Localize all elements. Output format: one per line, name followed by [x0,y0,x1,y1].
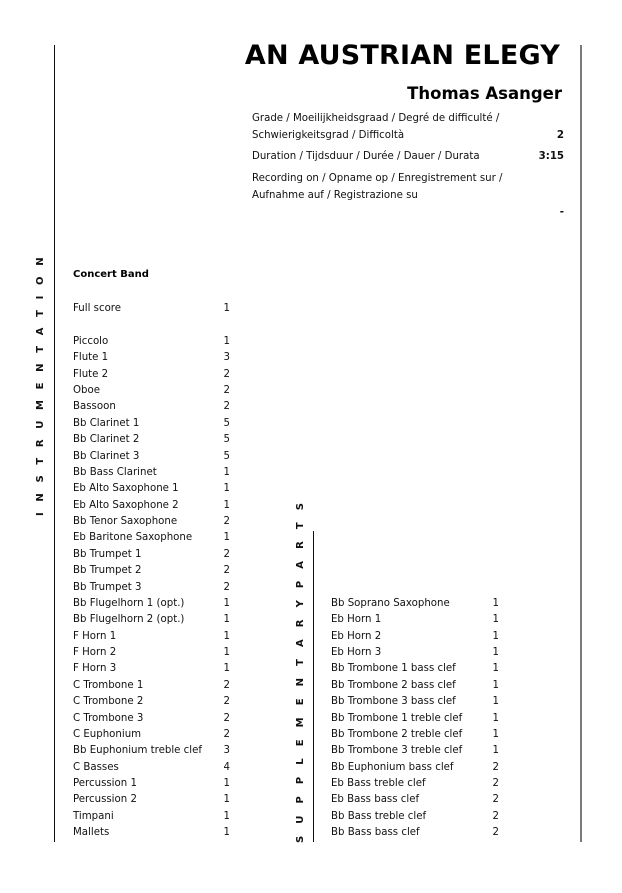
right-divider-line [580,45,582,842]
part-row [73,531,230,545]
part-qty: 2 [223,548,230,560]
left-divider-line [54,45,55,842]
part-row [73,564,230,578]
supplementary-part-row [331,662,499,676]
grade-label-line1: Grade / Moeilijkheidsgraad / Degré de difficulté / [252,113,500,124]
part-name: F Horn 3 [73,663,117,675]
part-name: Bb Trombone 2 bass clef [331,679,456,691]
part-qty: 2 [223,696,230,708]
part-name: Flute 2 [73,368,109,380]
part-row [73,581,230,595]
part-name: Bb Clarinet 2 [73,434,140,446]
part-qty: 1 [223,466,230,478]
instrumentation-vertical-label: I N S T R U M E N T A T I O N [35,253,46,516]
part-qty: 1 [223,483,230,495]
part-name: Bb Euphonium bass clef [331,761,454,773]
part-qty: 1 [223,499,230,511]
supplementary-divider-line [313,531,314,842]
grade-label-line2: Schwierigkeitsgrad / Difficoltà [252,129,405,141]
part-row [73,400,230,414]
part-name: Bb Flugelhorn 2 (opt.) [73,614,185,626]
part-row [73,826,230,840]
part-qty: 2 [492,761,499,773]
duration-value: 3:15 [538,151,564,162]
part-name: F Horn 1 [73,630,117,642]
part-qty: 1 [223,794,230,806]
full-score-row [73,302,230,316]
part-qty: 1 [492,696,499,708]
duration-info [252,149,564,166]
part-qty: 1 [223,597,230,609]
part-row [73,777,230,791]
part-name: F Horn 2 [73,647,117,659]
part-row [73,712,230,726]
part-row [73,597,230,611]
section-title-concert-band: Concert Band [73,269,149,280]
supplementary-part-row [331,810,499,824]
part-qty: 1 [223,336,230,347]
supplementary-part-row [331,728,499,742]
part-qty: 1 [223,827,230,839]
part-qty: 5 [223,450,230,462]
recording-info [252,171,564,221]
part-name: Bb Trombone 1 bass clef [331,663,456,675]
part-name: Bassoon [73,401,116,413]
part-qty: 4 [223,761,230,773]
part-name: Bb Clarinet 1 [73,417,140,429]
supplementary-vertical-label: S U P P L E M E N T A R Y P A R T S [295,498,306,843]
part-name: C Trombone 3 [73,712,144,724]
part-name: Eb Alto Saxophone 1 [73,483,179,495]
recording-value: - [559,207,564,218]
part-name: Bb Trombone 3 bass clef [331,696,456,708]
part-qty: 2 [492,827,499,839]
part-name: Bb Trumpet 1 [73,548,142,560]
part-qty: 1 [492,728,499,740]
part-name: Mallets [73,827,110,839]
supplementary-part-row [331,712,499,726]
part-name: Bb Soprano Saxophone [331,598,450,609]
part-name: Eb Baritone Saxophone [73,532,193,544]
part-row [73,499,230,513]
part-row [73,761,230,775]
part-qty: 1 [492,679,499,691]
part-qty: 2 [223,565,230,577]
part-row [73,433,230,447]
part-name: Eb Alto Saxophone 2 [73,499,179,511]
part-name: Bb Trombone 3 treble clef [331,745,463,757]
part-qty: 1 [492,630,499,642]
part-qty: 1 [223,647,230,659]
supplementary-part-row [331,646,499,660]
part-row [73,335,230,349]
part-qty: 3 [223,352,230,364]
part-qty: 2 [223,401,230,413]
part-name: C Trombone 1 [73,679,144,691]
part-name: Flute 1 [73,352,109,364]
part-name: Bb Tenor Saxophone [73,516,178,528]
part-name: Bb Euphonium treble clef [73,745,202,757]
part-row [73,728,230,742]
part-name: Bb Clarinet 3 [73,450,140,462]
part-name: C Trombone 2 [73,696,144,708]
part-row [73,810,230,824]
part-name: Bb Bass Clarinet [73,466,157,478]
part-qty: 2 [492,794,499,806]
part-qty: 2 [223,581,230,593]
part-row [73,793,230,807]
grade-value: 2 [556,129,564,141]
part-name: Percussion 2 [73,794,137,806]
part-qty: 2 [223,385,230,397]
part-name: Bb Trumpet 2 [73,565,142,577]
part-qty: 1 [492,712,499,724]
part-name: Full score [73,303,122,314]
part-qty: 1 [223,777,230,789]
part-name: Eb Bass bass clef [331,794,420,806]
part-name: C Euphonium [73,728,142,740]
part-row [73,368,230,382]
part-qty: 2 [492,778,499,790]
recording-label-line2: Aufnahme auf / Registrazione su [252,189,418,201]
supplementary-part-row [331,597,499,611]
part-name: Bb Flugelhorn 1 (opt.) [73,597,185,609]
part-row [73,466,230,480]
supplementary-part-row [331,744,499,758]
supplementary-part-row [331,826,499,840]
supplementary-part-row [331,761,499,775]
part-row [73,417,230,431]
part-qty: 2 [223,679,230,691]
part-qty: 5 [223,434,230,446]
piece-title: AN AUSTRIAN ELEGY [244,40,560,71]
part-qty: 1 [492,663,499,675]
part-row [73,482,230,496]
part-qty: 2 [223,368,230,380]
part-row [73,744,230,758]
part-name: Bb Trombone 2 treble clef [331,728,463,740]
part-name: Bb Trombone 1 treble clef [331,712,463,724]
part-qty: 2 [223,712,230,724]
part-qty: 1 [223,532,230,544]
part-qty: 1 [492,647,499,659]
part-qty: 2 [223,728,230,740]
part-row [73,679,230,693]
part-row [73,695,230,709]
part-row [73,548,230,562]
part-qty: 1 [223,810,230,822]
part-row [73,630,230,644]
supplementary-part-row [331,679,499,693]
part-qty: 1 [223,614,230,626]
part-name: Timpani [73,810,114,822]
supplementary-part-row [331,630,499,644]
part-qty: 2 [492,810,499,822]
part-qty: 1 [492,614,499,626]
supplementary-part-row [331,793,499,807]
part-name: Eb Bass treble clef [331,778,426,790]
composer-name: Thomas Asanger [407,84,562,103]
supplementary-part-row [331,695,499,709]
recording-label-line1: Recording on / Opname op / Enregistrement sur / [252,173,503,184]
part-name: Bb Bass bass clef [331,827,420,839]
part-name: Bb Trumpet 3 [73,581,142,593]
grade-info [252,111,564,144]
part-qty: 1 [492,745,499,757]
part-qty: 3 [223,745,230,757]
part-qty: 2 [223,516,230,528]
part-qty: 1 [492,598,499,609]
duration-label: Duration / Tijdsduur / Durée / Dauer / Durata [252,151,480,162]
part-row [73,662,230,676]
part-row [73,646,230,660]
part-row [73,613,230,627]
part-name: Bb Bass treble clef [331,810,427,822]
part-name: Eb Horn 1 [331,614,382,626]
part-name: Eb Horn 2 [331,630,382,642]
supplementary-part-row [331,613,499,627]
part-row [73,515,230,529]
part-row [73,450,230,464]
part-name: Oboe [73,385,100,397]
part-qty: 1 [223,630,230,642]
supplementary-part-row [331,777,499,791]
part-qty: 5 [223,417,230,429]
part-name: Eb Horn 3 [331,647,382,659]
part-row [73,351,230,365]
part-name: Piccolo [73,336,109,347]
part-name: Percussion 1 [73,777,137,789]
part-qty: 1 [223,663,230,675]
part-row [73,384,230,398]
part-qty: 1 [223,303,230,314]
part-name: C Basses [73,761,119,773]
